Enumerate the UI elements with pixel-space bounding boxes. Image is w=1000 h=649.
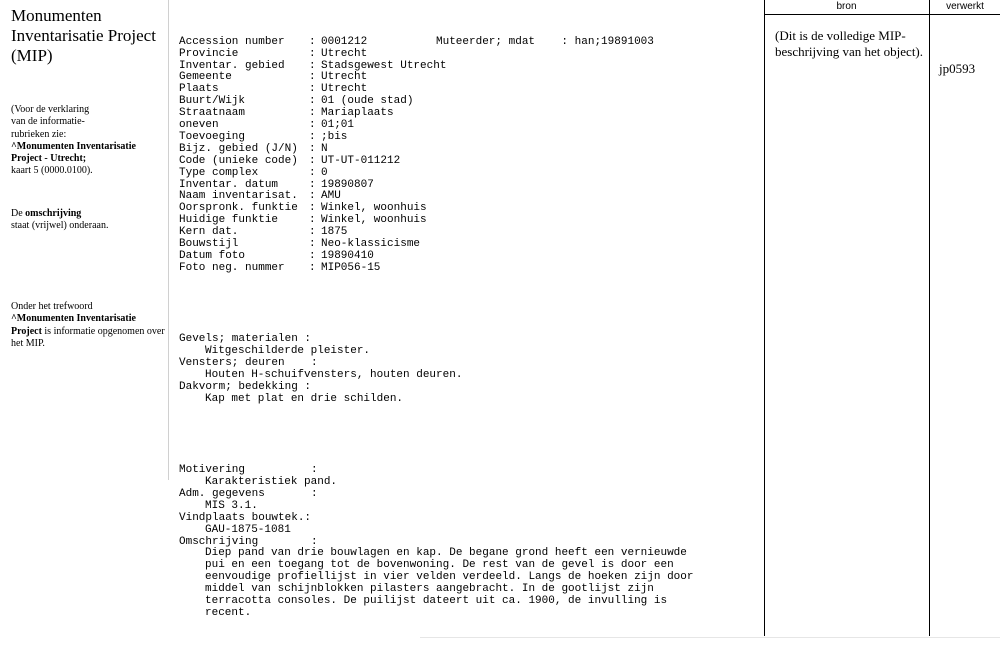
field-value: Neo-klassicisme xyxy=(321,237,421,250)
field-label: Type complex xyxy=(179,166,259,179)
field-row xyxy=(179,72,764,84)
field-separator: : xyxy=(309,95,316,108)
field-value: 01;01 xyxy=(321,119,355,132)
section-label: Dakvorm; bedekking : xyxy=(179,380,312,393)
sidebar-note-description xyxy=(11,208,166,233)
section-text: terracotta consoles. De puilijst dateert uit ca. 1900, de invulling is xyxy=(205,595,668,608)
field-separator: : xyxy=(309,226,316,239)
field-label: Code (unieke code) xyxy=(179,154,298,167)
section-text: Kap met plat en drie schilden. xyxy=(205,392,404,405)
field-value: Stadsgewest Utrecht xyxy=(321,59,447,72)
field-row xyxy=(179,96,764,108)
field-label: Accession number xyxy=(179,35,285,48)
note-reference-link[interactable]: ^Monumenten Inventarisatie Project - Utrecht; xyxy=(11,140,136,165)
field-label: Inventar. datum xyxy=(179,178,279,191)
field-label: Datum foto xyxy=(179,249,246,262)
header-bron: bron xyxy=(836,1,857,12)
field-row xyxy=(179,251,764,263)
sidebar-note-keyword xyxy=(11,301,166,350)
field-value: 19890807 xyxy=(321,178,374,191)
section-text: GAU-1875-1081 xyxy=(205,523,291,536)
note-keyword: omschrijving xyxy=(25,208,82,219)
note-line: kaart 5 (0000.0100). xyxy=(11,165,93,177)
record-sections-building xyxy=(179,334,764,405)
field-separator: : xyxy=(309,83,316,96)
field-row xyxy=(179,227,764,239)
note-keyword-link[interactable]: ^Monumenten Inventarisatie Project xyxy=(11,313,136,337)
field-label: Inventar. gebied xyxy=(179,59,285,72)
note-line: van de informatie- xyxy=(11,116,85,128)
field-separator: : xyxy=(309,142,316,155)
note-line: (Voor de verklaring xyxy=(11,104,90,115)
field-separator: : xyxy=(309,178,316,191)
field-value: Utrecht xyxy=(321,83,368,96)
field-value: 19890410 xyxy=(321,249,374,262)
field-label: oneven xyxy=(179,119,219,132)
field-label: Bouwstijl xyxy=(179,237,239,250)
field-label: Huidige funktie xyxy=(179,214,279,227)
note-text: staat (vrijwel) onderaan. xyxy=(11,220,109,232)
field-label: Toevoeging xyxy=(179,130,246,143)
field-row xyxy=(179,144,764,156)
field-value: Utrecht xyxy=(321,71,368,84)
field-separator: : xyxy=(309,35,316,48)
section-label: Vensters; deuren : xyxy=(179,357,318,370)
field-label: Oorspronk. funktie xyxy=(179,202,298,215)
field-value: ;bis xyxy=(321,130,348,143)
bron-cell: (Dit is de volledige MIP-beschrijving van het object). xyxy=(775,28,924,59)
sidebar xyxy=(0,0,169,480)
field-value: 1875 xyxy=(321,226,348,239)
section-label: Adm. gegevens : xyxy=(179,488,318,500)
field-label: Foto neg. nummer xyxy=(179,261,285,274)
field-row xyxy=(179,215,764,227)
sidebar-note-legend xyxy=(11,104,166,178)
verwerkt-cell: jp0593 xyxy=(939,61,976,76)
field-separator: : xyxy=(309,119,316,132)
field-value: Utrecht xyxy=(321,47,368,60)
mip-record xyxy=(179,13,764,632)
note-text: De xyxy=(11,208,26,219)
source-table xyxy=(764,0,1000,636)
field-separator: : xyxy=(309,249,316,262)
field-value: 01 (oude stad) xyxy=(321,95,414,108)
record-sections-admin xyxy=(179,465,764,620)
field-row xyxy=(179,156,764,168)
field-separator: : xyxy=(309,214,316,227)
field-row xyxy=(179,61,764,73)
section-text: eenvoudige profiellijst in vier velden verdeeld. Langs de hoeken zijn door xyxy=(205,571,694,584)
field-separator: : xyxy=(309,166,316,179)
field-value: Winkel, woonhuis xyxy=(321,214,427,227)
field-label: Straatnaam xyxy=(179,107,246,120)
sidebar-title: Monumenten Inventarisatie Project (MIP) xyxy=(11,6,156,65)
field-label: Buurt/Wijk xyxy=(179,95,246,108)
field-label: Plaats xyxy=(179,83,219,96)
field-separator: : xyxy=(309,202,316,215)
note-line: rubrieken zie: xyxy=(11,128,67,140)
section-text: middel van schijnblokken pilasters aangebracht. In de gootlijst zijn xyxy=(205,583,654,596)
field-label: Kern dat. xyxy=(179,226,239,239)
section-label: Vindplaats bouwtek.: xyxy=(179,511,312,524)
field-separator: : xyxy=(309,237,316,250)
section-text: Karakteristiek pand. xyxy=(205,476,338,489)
field-row xyxy=(179,49,764,61)
field-label: Provincie xyxy=(179,47,239,60)
section-text: pui en een toegang tot de bovenwoning. De rest van de gevel is door een xyxy=(205,559,674,572)
note-text: is informatie opgenomen over het MIP. xyxy=(11,325,165,349)
section-label: Gevels; materialen : xyxy=(179,333,312,346)
field-separator: : xyxy=(309,154,316,167)
field-value: MIP056-15 xyxy=(321,261,381,274)
field-value: UT-UT-011212 xyxy=(321,154,401,167)
field-value: Winkel, woonhuis xyxy=(321,202,427,215)
field-value: 0 xyxy=(321,166,328,179)
header-verwerkt: verwerkt xyxy=(946,1,984,12)
field-separator: : xyxy=(309,261,316,274)
field-separator: : xyxy=(309,59,316,72)
field-row xyxy=(179,37,764,49)
section-text: MIS 3.1. xyxy=(205,499,258,512)
field-separator: : xyxy=(309,47,316,60)
section-text: Diep pand van drie bouwlagen en kap. De begane grond heeft een vernieuwde xyxy=(205,547,687,560)
field-label: Bijz. gebied (J/N) xyxy=(179,142,298,155)
field-separator: : xyxy=(309,190,316,203)
field-value: 0001212 xyxy=(321,35,368,48)
field-row xyxy=(179,108,764,120)
field-label: Naam inventarisat. xyxy=(179,190,298,203)
field-row xyxy=(179,120,764,132)
field-row xyxy=(179,168,764,180)
field-value: AMU xyxy=(321,190,341,203)
section-text: Houten H-schuifvensters, houten deuren. xyxy=(205,368,463,381)
field-row xyxy=(179,84,764,96)
field-value: Mariaplaats xyxy=(321,107,394,120)
field-row xyxy=(179,239,764,251)
section-text: recent. xyxy=(205,606,252,619)
field-label: Gemeente xyxy=(179,71,232,84)
field-separator: : xyxy=(309,130,316,143)
muteerder-field: Muteerder; mdat : han;19891003 xyxy=(436,35,654,48)
field-separator: : xyxy=(309,71,316,84)
field-separator: : xyxy=(309,107,316,120)
section-text: Witgeschilderde pleister. xyxy=(205,345,371,358)
field-row xyxy=(179,263,764,275)
note-text: Onder het trefwoord xyxy=(11,301,93,312)
record-fields xyxy=(179,37,764,275)
section-label: Motivering : xyxy=(179,464,318,477)
muteerder-value: han;19891003 xyxy=(574,35,654,48)
field-value: N xyxy=(321,142,328,155)
section-label: Omschrijving : xyxy=(179,535,318,548)
muteerder-label: Muteerder; mdat xyxy=(436,35,536,48)
